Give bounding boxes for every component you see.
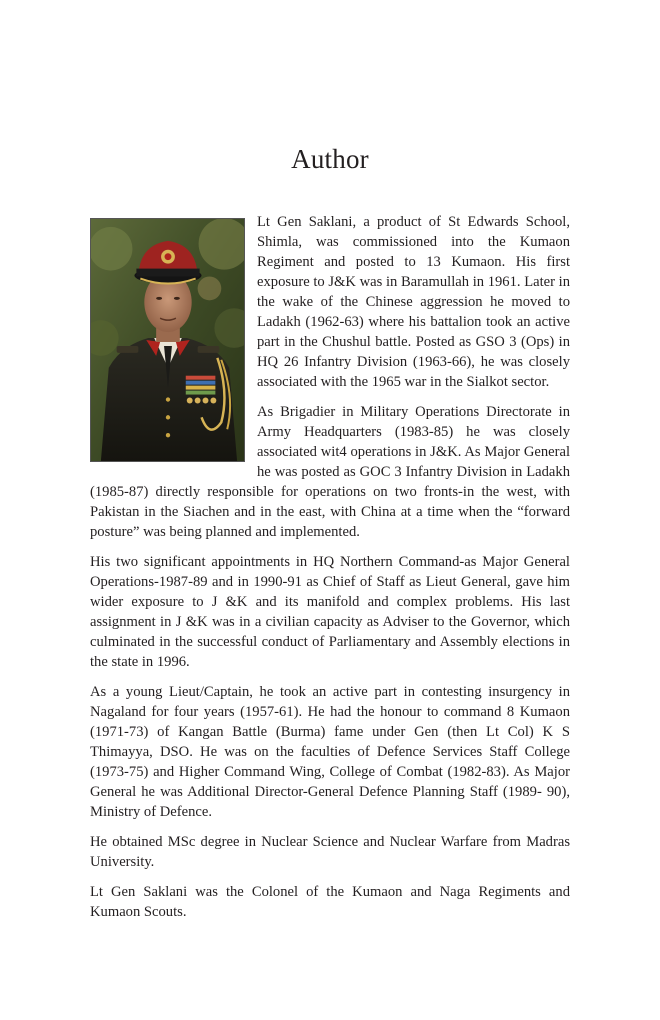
bio-paragraph: Lt Gen Saklani was the Colonel of the Kumaon and Naga Regiments and Kumaon Scouts. [90, 884, 570, 920]
page-title: Author [291, 144, 369, 174]
author-portrait-image [91, 219, 244, 461]
bio-paragraph: As a young Lieut/Captain, he took an active part in contesting insurgency in Nagaland for four years (1957-61). He had the honour to command 8 Kumaon (1971-73) of Kangan Battle (Burma) fame under Gen (then Lt Col) K S Thimayya, DSO. He was on the faculties of Defence Services Staff College (1973-75) and Higher Command Wing, College of Combat (1982-83). As Major General he was Additional Director-General Defence Planning Staff (1989- 90), Ministry of Defence. [90, 684, 570, 820]
bio-paragraph: He obtained MSc degree in Nuclear Science and Nuclear Warfare from Madras University. [90, 834, 570, 870]
bio-paragraph: Lt Gen Saklani, a product of St Edwards School, Shimla, was commissioned into the Kumaon Regiment and posted to 13 Kumaon. His first exposure to J&K was in Baramullah in 1961. Later in the wake of the Chinese aggression he moved to Ladakh (1962-63) where his battalion took an active part in the Chushul battle. Posted as GSO 3 (Ops) in HQ 26 Infantry Division (1963-66), he was closely associated with the 1965 war in the Sialkot sector. [257, 214, 570, 390]
bio-paragraph: As Brigadier in Military Operations Directorate in Army Headquarters (1983-85) he was closely associated wit4 operations in J&K. As Major General he was posted as GOC 3 Infantry Division in Ladakh (1985-87) directly responsible for operations on two fronts-in the west, with Pakistan in the Siachen and in the east, with China at a time when the “forward posture” was being planned and implemented. [90, 404, 570, 540]
author-bio [90, 212, 570, 932]
author-photo [90, 218, 245, 462]
bio-paragraph: His two significant appointments in HQ Northern Command-as Major General Operations-1987-89 and in 1990-91 as Chief of Staff as Lieut General, gave him wider exposure to J &K and its manifold and complex problems. His last assignment in J &K was in a civilian capacity as Adviser to the Governor, which culminated in the successful conduct of Parliamentary and Assembly elections in the state in 1996. [90, 554, 570, 670]
